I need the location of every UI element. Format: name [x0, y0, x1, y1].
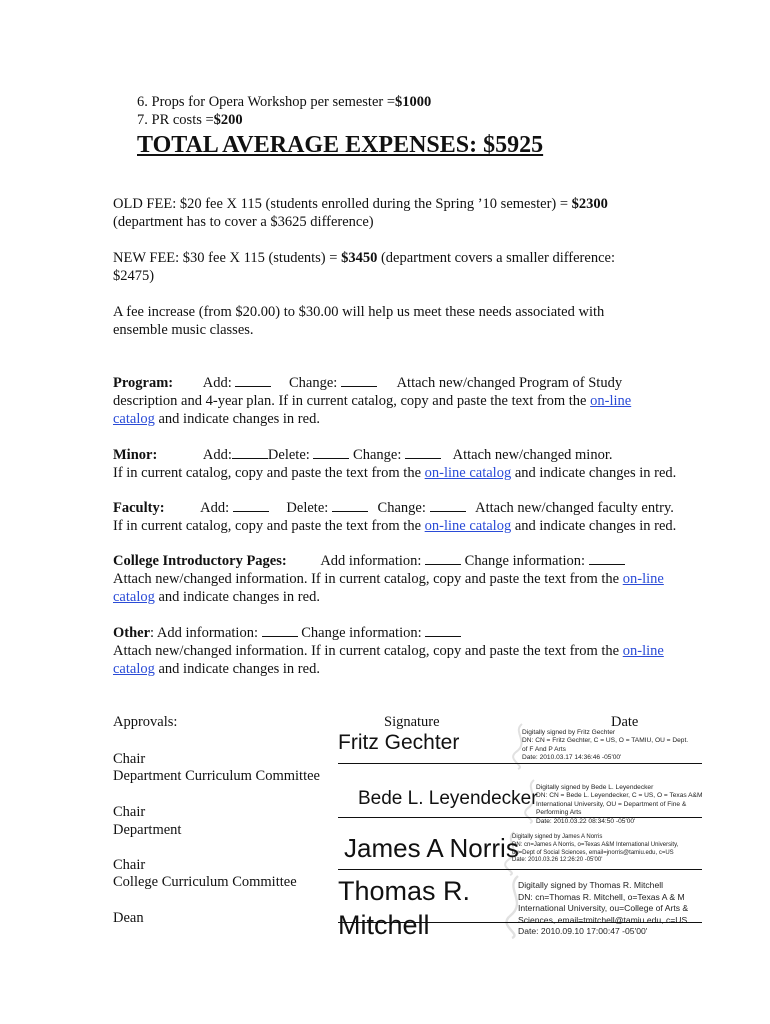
minor-add-label: Add: [202, 447, 232, 463]
intro-pages-catalog-link[interactable]: on-line [622, 571, 664, 587]
faculty-add-label: Add: [200, 500, 230, 516]
signer-name: Fritz Gechter [338, 731, 460, 754]
faculty-delete-label: Delete: [286, 500, 329, 516]
faculty-line-1 [113, 499, 674, 517]
list-amount: $1000 [395, 94, 432, 110]
intro-pages-change-blank[interactable] [589, 552, 625, 565]
signature-line [338, 922, 702, 923]
intro-pages-add-label: Add information: [320, 553, 422, 569]
signature-detail-line: DN: cn=Thomas R. Mitchell, o=Texas A & M [518, 891, 685, 902]
signature-detail-line: Date: 2010.03.17 14:36:46 -05'00' [522, 754, 622, 762]
faculty-catalog-link[interactable]: on-line catalog [424, 518, 512, 534]
program-line-1 [113, 374, 622, 392]
approval-role: Dean [113, 910, 144, 926]
faculty-change-blank[interactable] [430, 499, 466, 512]
other-line-1 [113, 624, 461, 642]
program-catalog-link[interactable]: catalog [113, 411, 155, 427]
minor-line-2 [113, 464, 676, 482]
signature-detail-line: International University, ou=College of Arts & [518, 903, 689, 914]
signature-line [338, 817, 702, 818]
intro-pages-instructions: Attach new/changed information. If in current catalog, copy and paste the text from the [113, 571, 623, 587]
minor-attach-text: Attach new/changed minor. [452, 447, 613, 463]
program-attach-text: Attach new/changed Program of Study [396, 375, 623, 391]
signature-line [338, 869, 702, 870]
old-fee-line-2: (department has to cover a $3625 difference) [113, 214, 374, 230]
other-change-blank[interactable] [425, 624, 461, 637]
other-add-blank[interactable] [262, 624, 298, 637]
signature-detail-line: of F And P Arts [522, 745, 566, 753]
new-fee-line-1 [113, 249, 615, 267]
intro-pages-change-label: Change information: [464, 553, 586, 569]
signature-detail-line: International University, OU = Department of Fine & [536, 800, 687, 808]
approval-role: Chair [113, 804, 146, 820]
list-number: 6. [137, 94, 148, 110]
minor-add-blank[interactable] [232, 446, 268, 459]
intro-pages-line-2 [113, 570, 664, 588]
other-catalog-link[interactable]: catalog [113, 661, 155, 677]
new-fee-line-2: $2475) [113, 268, 155, 284]
intro-pages-line-3 [113, 588, 320, 606]
date-heading: Date [611, 714, 639, 730]
new-fee-amount: $3450 [341, 250, 378, 266]
other-line-3 [113, 660, 320, 678]
signature-detail-line: Date: 2010.09.10 17:00:47 -05'00' [518, 926, 648, 937]
program-label: Program: [113, 375, 174, 391]
list-item-7 [137, 111, 243, 129]
other-add-label: : Add information: [150, 625, 258, 641]
program-line-3 [113, 410, 320, 428]
signer-name: Bede L. Leyendecker [358, 788, 538, 809]
total-expenses-heading: TOTAL AVERAGE EXPENSES: $5925 [137, 132, 544, 158]
increase-line-2: ensemble music classes. [113, 322, 254, 338]
old-fee-line-1 [113, 195, 608, 213]
other-instructions: Attach new/changed information. If in current catalog, copy and paste the text from the [113, 643, 623, 659]
signature-detail-line: Digitally signed by Thomas R. Mitchell [518, 880, 664, 890]
faculty-instructions-end: and indicate changes in red. [511, 518, 677, 534]
digital-signature-details [522, 729, 702, 763]
faculty-delete-blank[interactable] [332, 499, 368, 512]
list-number: 7. [137, 112, 148, 128]
signature-heading: Signature [384, 714, 440, 730]
signature-detail-line: Date: 2010.03.22 08:34:50 -05'00' [536, 817, 636, 825]
old-fee-amount: $2300 [571, 196, 608, 212]
old-fee-text: OLD FEE: $20 fee X 115 (students enrolled during the Spring ’10 semester) = [113, 196, 572, 212]
minor-delete-blank[interactable] [313, 446, 349, 459]
minor-change-label: Change: [353, 447, 402, 463]
signer-name [338, 874, 470, 942]
intro-pages-label: College Introductory Pages: [113, 553, 287, 569]
signature-line [338, 763, 702, 764]
list-amount: $200 [213, 112, 243, 128]
program-line-2 [113, 392, 631, 410]
list-item-6 [137, 93, 431, 111]
digital-signature-details [518, 880, 718, 938]
intro-pages-catalog-link[interactable]: catalog [113, 589, 155, 605]
minor-delete-label: Delete: [267, 447, 310, 463]
new-fee-note: (department covers a smaller difference: [377, 250, 615, 266]
other-label: Other [113, 625, 151, 641]
new-fee-text: NEW FEE: $30 fee X 115 (students) = [113, 250, 342, 266]
minor-label: Minor: [113, 447, 158, 463]
other-line-2 [113, 642, 664, 660]
intro-pages-add-blank[interactable] [425, 552, 461, 565]
program-add-label: Add: [202, 375, 232, 391]
signature-detail-line: DN: cn=James A Norris, o=Texas A&M International University, [512, 841, 679, 848]
other-change-label: Change information: [301, 625, 422, 641]
faculty-line-2 [113, 517, 676, 535]
signer-name: James A Norris [344, 833, 519, 863]
list-text: Props for Opera Workshop per semester = [151, 94, 396, 110]
program-catalog-link[interactable]: on-line [590, 393, 632, 409]
approval-role: College Curriculum Committee [113, 874, 297, 890]
signature-detail-line: DN: CN = Fritz Gechter, C = US, O = TAMIU, OU = Dept. [522, 737, 689, 745]
intro-pages-instructions-end: and indicate changes in red. [154, 589, 320, 605]
program-change-blank[interactable] [341, 374, 377, 387]
signature-detail-line: Digitally signed by Fritz Gechter [522, 729, 616, 736]
program-change-label: Change: [289, 375, 338, 391]
faculty-instructions: If in current catalog, copy and paste the text from the [113, 518, 425, 534]
faculty-attach-text: Attach new/changed faculty entry. [475, 500, 674, 516]
minor-change-blank[interactable] [405, 446, 441, 459]
signature-detail-line: Date: 2010.03.26 12:26:20 -05'00' [512, 857, 603, 864]
other-catalog-link[interactable]: on-line [622, 643, 664, 659]
list-text: PR costs = [151, 112, 214, 128]
signer-name-line: Mitchell [338, 910, 430, 940]
digital-signature-details [512, 834, 712, 865]
approval-role: Department Curriculum Committee [113, 768, 320, 784]
signature-detail-line: Digitally signed by Bede L. Leyendecker [536, 784, 654, 791]
minor-instructions: If in current catalog, copy and paste the text from the [113, 465, 425, 481]
signature-detail-line: ou=Dept of Social Sciences, email=jnorris@tamiu.edu, c=US [512, 849, 674, 856]
intro-pages-line-1 [113, 552, 625, 570]
approval-role: Department [113, 822, 182, 838]
minor-instructions-end: and indicate changes in red. [511, 465, 677, 481]
signature-detail-line: Digitally signed by James A Norris [512, 834, 603, 840]
program-instructions: description and 4-year plan. If in current catalog, copy and paste the text from the [113, 393, 591, 409]
signature-detail-line: Performing Arts [536, 809, 582, 817]
signature-detail-line: DN: CN = Bede L. Leyendecker, C = US, O = Texas A&M [536, 792, 703, 800]
digital-signature-details [536, 784, 716, 826]
faculty-add-blank[interactable] [233, 499, 269, 512]
program-instructions-end: and indicate changes in red. [154, 411, 320, 427]
program-add-blank[interactable] [235, 374, 271, 387]
signer-name-line: Thomas R. [338, 876, 471, 906]
approval-role: Chair [113, 751, 146, 767]
minor-line-1 [113, 446, 612, 464]
increase-line-1: A fee increase (from $20.00) to $30.00 will help us meet these needs associated with [113, 304, 605, 320]
approvals-heading: Approvals: [113, 714, 178, 730]
faculty-label: Faculty: [113, 500, 165, 516]
minor-catalog-link[interactable]: on-line catalog [424, 465, 512, 481]
other-instructions-end: and indicate changes in red. [154, 661, 320, 677]
signature-detail-line: Sciences, email=tmitchell@tamiu.edu, c=US [518, 914, 688, 925]
faculty-change-label: Change: [377, 500, 426, 516]
approval-role: Chair [113, 857, 146, 873]
